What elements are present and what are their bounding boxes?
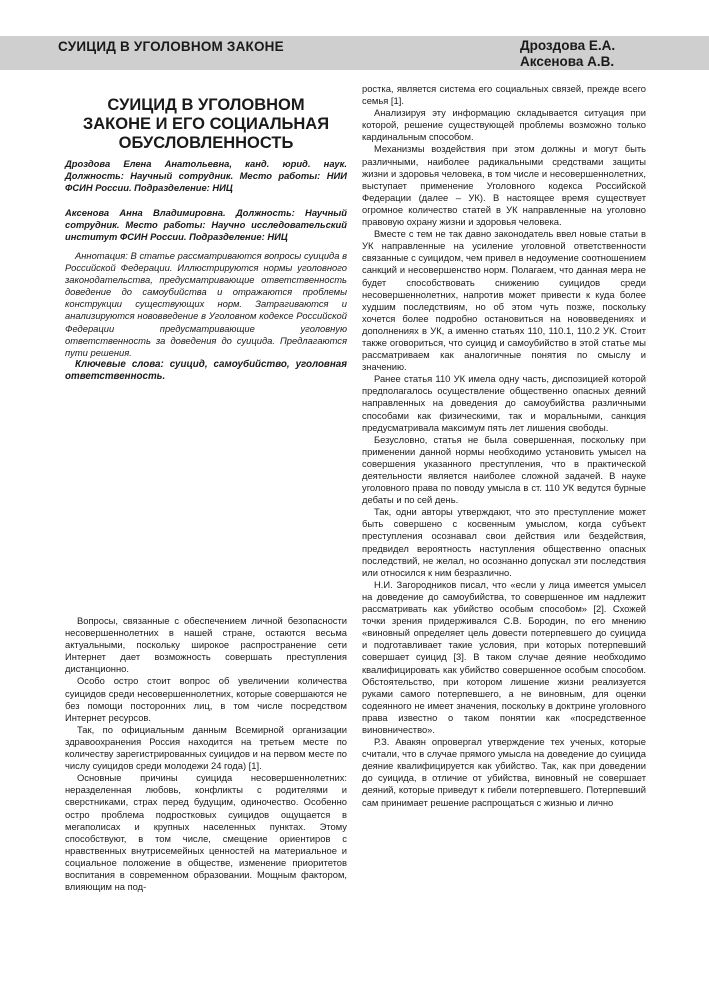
article-title-line: ОБУСЛОВЛЕННОСТЬ: [118, 134, 294, 152]
body-paragraph: Анализируя эту информацию складывается ситуация при которой, решение существующей проблемы возможно только кардинальным способом.: [362, 107, 646, 143]
running-header-authors: [520, 38, 615, 70]
running-header-author-2: Аксенова А.В.: [520, 54, 615, 69]
article-title-line: СУИЦИД В УГОЛОВНОМ: [107, 96, 305, 114]
right-column-body: [362, 83, 646, 809]
running-header-author-1: Дроздова Е.А.: [520, 38, 616, 53]
article-title: [65, 96, 347, 153]
annotation-text: Аннотация: В статье рассматриваются вопросы суицида в Российской Федерации. Иллюстрируются нормы уголовного законодательства, предусматривающие ответственность доведение до самоубийства и отражаются проблемы конструкции существующих норм. Затрагиваются и анализируются нововведение в Уголовном кодексе Российской Федерации предусматривающие уголовную ответственность за доведения до суицида. Предлагаются пути решения.: [65, 250, 347, 358]
body-paragraph: Ранее статья 110 УК имела одну часть, диспозицией которой предполагалось осуществление общественно опасных деяний направленных на доведения до самоубийства различными способами как физическими, так и моральными, санкция предусматривала максимум пять лет лишения свободы.: [362, 373, 646, 433]
author-1-info: Дроздова Елена Анатольевна, канд. юрид. наук. Должность: Научный сотрудник. Место работы: НИИ ФСИН России. Подразделение: НИЦ: [65, 158, 347, 193]
body-paragraph: Так, по официальным данным Всемирной организации здравоохранения Россия находится на третьем месте по количеству зарегистрированных суицидов и на первом месте по числу суицидов среди молодежи 24 года) [1].: [65, 723, 347, 772]
body-paragraph: Вопросы, связанные с обеспечением личной безопасности несовершеннолетних в нашей стране, остаются весьма актуальными, поскольку широкое распространение сети Интернет дает возможность совершать преступления дистанционно.: [65, 615, 347, 675]
body-paragraph: Механизмы воздействия при этом должны и могут быть различными, наиболее радикальными средствами защиты жизни и здоровья человека, в том числе и несовершеннолетних, выступает применение Уголовного кодекса Российской Федерации (далее – УК). В настоящее время существует огромное количество статей в УК направленные на уголовно правовую охрану жизни и здоровья человека.: [362, 143, 646, 228]
body-paragraph: ростка, является система его социальных связей, прежде всего семья [1].: [362, 83, 646, 107]
left-column-body: [65, 615, 347, 893]
body-paragraph: Безусловно, статья не была совершенная, поскольку при применении данной нормы необходимо установить умысел на совершения указанного преступления, что в практической деятельности является наиболее сложной задачей. В науке уголовного права по поводу умысла в ст. 110 УК ведутся бурные дебаты и по сей день.: [362, 433, 646, 506]
running-header-title: СУИЦИД В УГОЛОВНОМ ЗАКОНЕ: [58, 39, 284, 54]
body-paragraph: Основные причины суицида несовершеннолетних: неразделенная любовь, конфликты с родителями и сверстниками, страх перед будущим, одиночество. Особенно остро проблема подростковых суицидов ощущается в мегаполисах и крупных населенных пунктах. Этому способствуют, в том числе, смещение ориентиров с нравственных внутрисемейных ценностей на материальное и социальное положение в обществе, изменение приоритетов воспитания в современном образовании. Мощным фактором, влияющим на под-: [65, 772, 347, 893]
body-paragraph: Так, одни авторы утверждают, что это преступление может быть совершено с косвенным умыслом, когда субъект преступления осознавал свои действия или бездействия, предвидел вероятность наступления общественно опасных последствий, не желал, но осознанно допускал эти последствия или относился к ним безразлично.: [362, 506, 646, 578]
body-paragraph: Вместе с тем не так давно законодатель ввел новые статьи в УК направленные на усиление уголовной ответственности связанные с суицидом, чем привел в недоумение соотношением санкций и несовершенство норм. Полагаем, что данная мера не будет способствовать снижению суицидов среди несовершеннолетних, напротив может привести к куда более худшим последствиям, но об этом чуть позже, поскольку хочется более подробно остановиться на нововведениях и дополнениях в УК, а именно статьях 110, 110.1, 110.2 УК. Стоит также оговориться, что суицид и самоубийство в этой статье мы рассматриваем как аналогичные понятия по смыслу и значению.: [362, 228, 646, 373]
keywords: Ключевые слова: суицид, самоубийство, уголовная ответственность.: [65, 358, 347, 382]
body-paragraph: Н.И. Загородников писал, что «если у лица имеется умысел на доведение до самоубийства, то совершенное им надлежит рассматривать как убийство особым способом» [2]. Схожей точки зрения придерживался С.В. Бородин, по его мнению «виновный определяет цель довести потерпевшего до суицида и подготавливает такие условия, при которых потерпевший совершает суицид [3]. В таком случае деяние необходимо квалифицировать как убийство совершенное особым способом. Обстоятельство, при котором лишение жизни реализуется руками самого потерпевшего, а не виновным, для оценки содеянного не имеет значения, поскольку в доктрине уголовного права известно о таком понятии как «посредственное виновничество».: [362, 578, 646, 735]
body-paragraph: Р.З. Авакян опровергал утверждение тех ученых, которые считали, что в случае прямого умысла на доведение до суицида деяние квалифицируется как убийство. Так, как при доведении до суицида, в отличие от убийства, виновный не совершает деяний, которые приведут к гибели потерпевшего. Потерпевший сам принимает решение распрощаться с жизнью и лично: [362, 736, 646, 808]
annotation-block: [65, 250, 347, 383]
author-2-info: Аксенова Анна Владимировна. Должность: Научный сотрудник. Место работы: Научно исследовательский институт ФСИН России. Подразделение: НИЦ: [65, 207, 347, 242]
body-paragraph: Особо остро стоит вопрос об увеличении количества суицидов среди несовершеннолетних, которые совершаются не без помощи посторонних лиц, в том числе посредством Интернет ресурсов.: [65, 675, 347, 723]
article-title-line: ЗАКОНЕ И ЕГО СОЦИАЛЬНАЯ: [82, 115, 330, 133]
